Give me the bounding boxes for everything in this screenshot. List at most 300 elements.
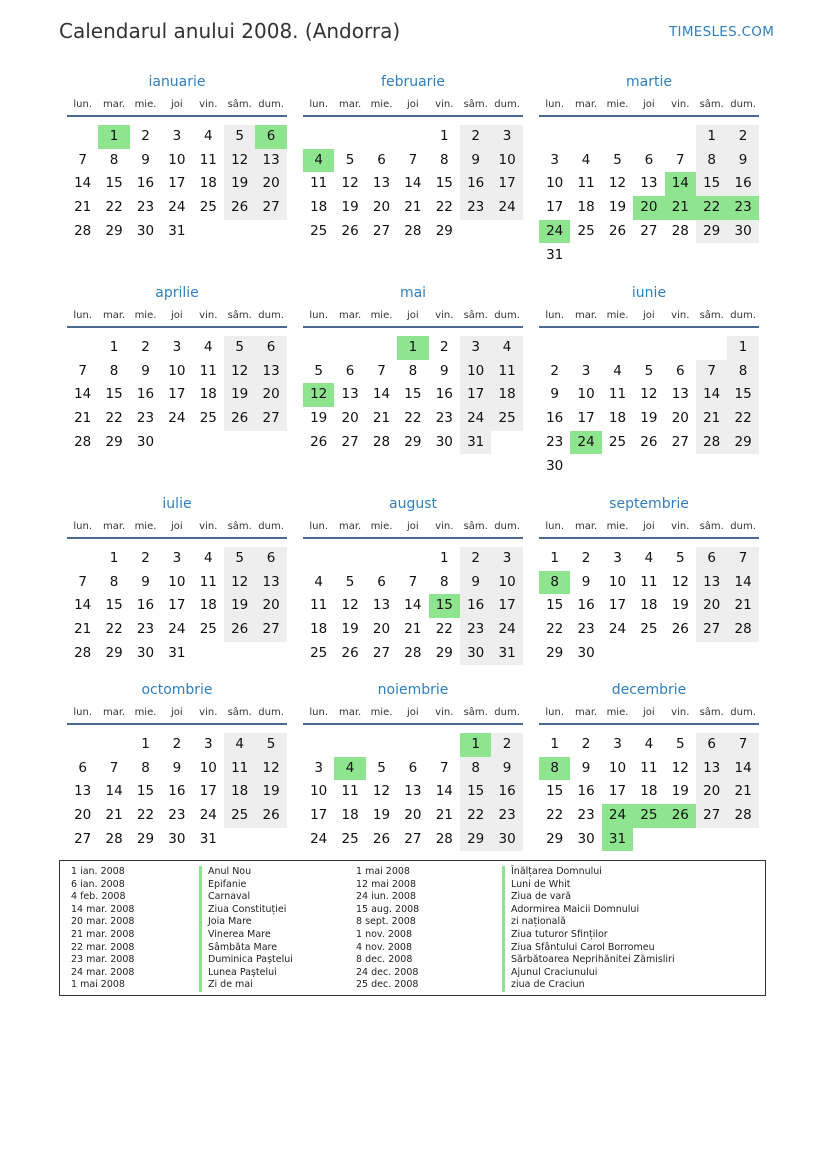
day-cell: 5 [377, 759, 386, 776]
day-cell: 21 [74, 410, 92, 427]
month-divider [539, 326, 759, 328]
day-cell: 16 [460, 172, 491, 196]
day-cell: 13 [372, 175, 391, 192]
legend-holiday-name: Sărbătoarea Neprihănitei Zămisliri [502, 954, 675, 967]
day-cell: 6 [78, 759, 87, 776]
day-cell: 14 [727, 757, 758, 781]
weekday-header: vin. [199, 521, 218, 532]
day-cell: 8 [439, 573, 449, 590]
weekday-header: mie. [370, 99, 393, 110]
weekday-header: joi [171, 521, 183, 532]
day-cell: 6 [696, 733, 727, 757]
day-cell: 7 [727, 733, 758, 757]
day-cell: 2 [141, 128, 150, 144]
legend-holiday-name: Înălțarea Domnului [502, 866, 675, 879]
day-cell: 28 [74, 644, 92, 661]
day-cell: 6 [696, 547, 727, 571]
day-cell: 10 [491, 571, 522, 595]
month-name: august [389, 496, 437, 512]
month-divider [67, 326, 287, 328]
day-cell: 1 [696, 125, 727, 149]
day-cell: 15 [546, 597, 564, 614]
day-cell: 19 [640, 410, 658, 427]
legend-holiday-name: Ziua de vară [502, 891, 675, 904]
day-cell: 20 [255, 383, 286, 407]
day-cell: 16 [168, 783, 186, 800]
day-cell: 8 [439, 151, 449, 168]
month-name: februarie [381, 74, 445, 90]
day-cell: 18 [310, 621, 328, 638]
holiday-day-cell: 6 [255, 125, 286, 149]
day-cell: 5 [613, 151, 622, 168]
month-divider [67, 723, 287, 725]
weekday-header: joi [407, 310, 419, 321]
day-cell: 5 [345, 151, 355, 168]
weekday-header: dum. [494, 99, 520, 110]
legend-holiday-name: Ziua Constituției [199, 904, 293, 917]
brand-link[interactable]: TIMESLES.COM [669, 24, 775, 40]
day-cell: 7 [408, 151, 418, 168]
day-cell: 5 [314, 362, 323, 379]
month-name: mai [399, 285, 427, 301]
day-cell: 23 [136, 410, 155, 427]
day-cell: 26 [310, 433, 328, 450]
legend-date: 6 ian. 2008 [71, 878, 125, 890]
weekday-header: dum. [730, 707, 756, 718]
day-cell: 2 [439, 339, 449, 355]
day-cell: 7 [78, 362, 87, 379]
day-cell: 23 [168, 807, 186, 824]
weekday-header: sâm. [227, 99, 252, 110]
day-cell: 11 [608, 386, 627, 403]
legend-names-column-1 [199, 866, 293, 992]
day-cell: 17 [546, 199, 564, 216]
day-cell: 29 [696, 220, 727, 244]
day-cell: 28 [404, 222, 422, 239]
day-cell: 28 [404, 644, 422, 661]
day-cell: 22 [435, 199, 453, 216]
day-cell: 17 [577, 410, 595, 427]
day-cell: 29 [546, 644, 564, 661]
legend-names-column-2 [502, 866, 675, 992]
weekday-header: mar. [338, 310, 362, 321]
day-cell: 14 [404, 597, 422, 614]
day-cell: 4 [613, 362, 622, 379]
day-cell: 20 [372, 199, 391, 216]
month-name: aprilie [155, 285, 199, 301]
day-cell: 8 [109, 362, 119, 379]
legend-holiday-name: Epifanie [199, 879, 293, 892]
weekday-header: sâm. [463, 707, 488, 718]
day-cell: 24 [460, 407, 491, 431]
day-cell: 6 [345, 362, 355, 379]
day-cell: 29 [105, 433, 123, 450]
day-cell: 16 [491, 780, 522, 804]
holiday-day-cell: 20 [633, 196, 664, 220]
month-divider [303, 326, 523, 328]
day-cell: 9 [581, 573, 591, 590]
day-cell: 17 [168, 597, 186, 614]
day-cell: 14 [435, 783, 453, 800]
day-cell: 3 [460, 336, 491, 360]
day-cell: 23 [136, 199, 155, 216]
holiday-day-cell: 25 [633, 804, 664, 828]
day-cell: 27 [696, 618, 727, 642]
day-cell: 30 [546, 457, 564, 474]
day-cell: 11 [577, 175, 595, 192]
day-cell: 21 [727, 594, 758, 618]
day-cell: 25 [310, 644, 328, 661]
day-cell: 10 [168, 151, 186, 168]
day-cell: 18 [640, 783, 658, 800]
day-cell: 20 [404, 807, 422, 824]
weekday-header: dum. [494, 707, 520, 718]
day-cell: 18 [224, 780, 255, 804]
day-cell: 12 [224, 360, 255, 384]
month-divider [303, 537, 523, 539]
day-cell: 31 [199, 830, 217, 847]
day-cell: 27 [372, 222, 391, 239]
weekday-header: vin. [199, 310, 218, 321]
month-divider [303, 115, 523, 117]
day-cell: 10 [168, 362, 186, 379]
day-cell: 2 [460, 547, 491, 571]
day-cell: 11 [224, 757, 255, 781]
legend-date: 8 sept. 2008 [356, 916, 416, 928]
weekday-header: sâm. [699, 310, 724, 321]
day-cell: 1 [550, 736, 559, 752]
day-cell: 14 [404, 175, 422, 192]
day-cell: 26 [255, 804, 286, 828]
day-cell: 15 [105, 597, 123, 614]
weekday-header: lun. [309, 707, 329, 718]
day-cell: 16 [460, 594, 491, 618]
day-cell: 9 [550, 386, 559, 403]
day-cell: 22 [546, 807, 564, 824]
day-cell: 19 [224, 172, 255, 196]
day-cell: 23 [577, 807, 595, 824]
day-cell: 4 [203, 550, 213, 566]
day-cell: 12 [255, 757, 286, 781]
holiday-day-cell: 1 [460, 733, 491, 757]
day-cell: 20 [74, 807, 92, 824]
weekday-header: joi [643, 99, 655, 110]
day-cell: 7 [78, 573, 87, 590]
day-cell: 31 [491, 642, 522, 666]
day-cell: 24 [608, 621, 627, 638]
day-cell: 23 [460, 196, 491, 220]
weekday-header: joi [643, 310, 655, 321]
weekday-header: mie. [134, 707, 157, 718]
month-divider [67, 537, 287, 539]
day-cell: 30 [460, 642, 491, 666]
day-cell: 10 [199, 759, 217, 776]
month-name: noiembrie [377, 682, 449, 698]
month-divider [67, 115, 287, 117]
day-cell: 19 [224, 594, 255, 618]
day-cell: 12 [671, 759, 689, 776]
day-cell: 26 [608, 222, 627, 239]
day-cell: 2 [727, 125, 758, 149]
weekday-header: vin. [199, 707, 218, 718]
day-cell: 22 [136, 807, 155, 824]
holiday-day-cell: 4 [303, 149, 334, 173]
day-cell: 10 [577, 386, 595, 403]
day-cell: 18 [577, 199, 595, 216]
day-cell: 28 [671, 222, 689, 239]
day-cell: 4 [203, 128, 213, 144]
weekday-header: mie. [370, 521, 393, 532]
day-cell: 16 [577, 597, 595, 614]
day-cell: 30 [136, 222, 155, 239]
day-cell: 16 [727, 172, 758, 196]
day-cell: 1 [727, 336, 758, 360]
day-cell: 1 [141, 736, 150, 752]
day-cell: 10 [310, 783, 328, 800]
day-cell: 20 [372, 621, 391, 638]
legend-dates-column-1 [71, 866, 134, 992]
day-cell: 4 [314, 573, 323, 590]
day-cell: 23 [491, 804, 522, 828]
day-cell: 22 [460, 804, 491, 828]
day-cell: 31 [168, 222, 186, 239]
day-cell: 22 [727, 407, 758, 431]
legend-date: 1 mai 2008 [356, 866, 410, 877]
holiday-day-cell: 23 [727, 196, 758, 220]
day-cell: 23 [460, 618, 491, 642]
day-cell: 27 [341, 433, 359, 450]
day-cell: 8 [109, 151, 119, 168]
day-cell: 26 [341, 222, 359, 239]
day-cell: 28 [74, 222, 92, 239]
day-cell: 9 [491, 757, 522, 781]
holiday-day-cell: 14 [665, 172, 696, 196]
day-cell: 12 [640, 386, 658, 403]
day-cell: 24 [310, 830, 328, 847]
weekday-header: joi [171, 99, 183, 110]
weekday-header: sâm. [463, 521, 488, 532]
day-cell: 14 [696, 383, 727, 407]
month-name: iunie [631, 285, 667, 301]
day-cell: 28 [105, 830, 123, 847]
day-cell: 13 [404, 783, 422, 800]
weekday-header: lun. [73, 99, 93, 110]
day-cell: 20 [696, 780, 727, 804]
legend-date: 24 mar. 2008 [71, 966, 135, 978]
weekday-header: mar. [102, 310, 126, 321]
day-cell: 26 [224, 196, 255, 220]
day-cell: 13 [255, 360, 286, 384]
day-cell: 8 [141, 759, 150, 776]
day-cell: 4 [491, 336, 522, 360]
day-cell: 6 [377, 573, 386, 590]
day-cell: 7 [727, 547, 758, 571]
day-cell: 26 [224, 618, 255, 642]
month-name: septembrie [609, 496, 689, 512]
day-cell: 21 [105, 807, 123, 824]
day-cell: 6 [255, 336, 286, 360]
day-cell: 15 [546, 783, 564, 800]
day-cell: 25 [199, 410, 217, 427]
day-cell: 25 [199, 199, 217, 216]
day-cell: 11 [199, 151, 217, 168]
weekday-header: dum. [730, 99, 756, 110]
day-cell: 7 [696, 360, 727, 384]
month-divider [539, 537, 759, 539]
legend-holiday-name: Joia Mare [199, 916, 293, 929]
weekday-header: vin. [671, 707, 690, 718]
holiday-day-cell: 8 [539, 757, 570, 781]
day-cell: 15 [460, 780, 491, 804]
day-cell: 21 [372, 410, 391, 427]
day-cell: 25 [199, 621, 217, 638]
day-cell: 11 [199, 362, 217, 379]
day-cell: 9 [460, 149, 491, 173]
day-cell: 2 [491, 733, 522, 757]
day-cell: 12 [341, 175, 359, 192]
day-cell: 3 [581, 362, 591, 379]
day-cell: 5 [345, 573, 355, 590]
day-cell: 1 [109, 339, 119, 355]
day-cell: 4 [581, 151, 591, 168]
day-cell: 3 [491, 125, 522, 149]
day-cell: 13 [696, 571, 727, 595]
day-cell: 10 [546, 175, 564, 192]
day-cell: 17 [168, 175, 186, 192]
weekday-header: mar. [574, 707, 598, 718]
day-cell: 18 [199, 175, 217, 192]
day-cell: 22 [404, 410, 422, 427]
day-cell: 3 [613, 736, 622, 752]
day-cell: 7 [377, 362, 386, 379]
day-cell: 17 [608, 597, 627, 614]
day-cell: 15 [696, 172, 727, 196]
day-cell: 17 [460, 383, 491, 407]
day-cell: 5 [224, 547, 255, 571]
legend-holiday-name: Anul Nou [199, 866, 293, 879]
day-cell: 10 [608, 573, 627, 590]
day-cell: 30 [435, 433, 453, 450]
weekday-header: lun. [545, 521, 565, 532]
day-cell: 6 [644, 151, 654, 168]
day-cell: 14 [74, 386, 92, 403]
weekday-header: mie. [370, 310, 393, 321]
month-name: octombrie [141, 682, 213, 698]
day-cell: 30 [577, 644, 595, 661]
day-cell: 11 [341, 783, 359, 800]
weekday-header: sâm. [699, 99, 724, 110]
day-cell: 26 [224, 407, 255, 431]
legend-date: 22 mar. 2008 [71, 941, 135, 953]
month-divider [539, 115, 759, 117]
day-cell: 28 [727, 804, 758, 828]
day-cell: 28 [727, 618, 758, 642]
day-cell: 27 [372, 644, 391, 661]
day-cell: 5 [224, 336, 255, 360]
day-cell: 18 [491, 383, 522, 407]
day-cell: 23 [136, 621, 155, 638]
weekday-header: lun. [545, 310, 565, 321]
day-cell: 2 [172, 736, 182, 752]
day-cell: 24 [491, 196, 522, 220]
day-cell: 5 [255, 733, 286, 757]
day-cell: 26 [640, 433, 658, 450]
month-name: ianuarie [148, 74, 206, 90]
day-cell: 11 [310, 597, 328, 614]
day-cell: 9 [581, 759, 591, 776]
day-cell: 27 [255, 618, 286, 642]
weekday-header: lun. [73, 707, 93, 718]
legend-date: 21 mar. 2008 [71, 928, 135, 940]
day-cell: 25 [341, 830, 359, 847]
weekday-header: mie. [606, 310, 629, 321]
day-cell: 29 [435, 644, 453, 661]
day-cell: 30 [491, 828, 522, 852]
weekday-header: mie. [370, 707, 393, 718]
day-cell: 29 [404, 433, 422, 450]
day-cell: 17 [310, 807, 328, 824]
day-cell: 7 [109, 759, 119, 776]
day-cell: 8 [696, 149, 727, 173]
day-cell: 21 [74, 621, 92, 638]
legend-date: 1 nov. 2008 [356, 928, 412, 940]
day-cell: 31 [546, 246, 564, 263]
day-cell: 7 [439, 759, 449, 776]
holiday-legend [59, 860, 766, 996]
day-cell: 21 [74, 199, 92, 216]
day-cell: 3 [314, 759, 323, 776]
day-cell: 26 [341, 644, 359, 661]
day-cell: 10 [168, 573, 186, 590]
legend-dates-column-2 [356, 866, 419, 992]
day-cell: 7 [78, 151, 87, 168]
holiday-day-cell: 12 [303, 383, 334, 407]
day-cell: 27 [255, 196, 286, 220]
weekday-header: joi [643, 521, 655, 532]
day-cell: 15 [136, 783, 155, 800]
day-cell: 25 [577, 222, 595, 239]
day-cell: 22 [105, 410, 123, 427]
day-cell: 25 [491, 407, 522, 431]
weekday-header: dum. [258, 310, 284, 321]
day-cell: 20 [255, 594, 286, 618]
day-cell: 27 [74, 830, 92, 847]
day-cell: 6 [255, 547, 286, 571]
day-cell: 1 [439, 550, 449, 566]
legend-date: 24 dec. 2008 [356, 966, 419, 978]
weekday-header: sâm. [699, 521, 724, 532]
holiday-day-cell: 1 [98, 125, 129, 149]
weekday-header: vin. [671, 99, 690, 110]
holiday-day-cell: 31 [602, 828, 633, 852]
weekday-header: mar. [338, 521, 362, 532]
day-cell: 21 [435, 807, 453, 824]
day-cell: 14 [372, 386, 391, 403]
day-cell: 9 [141, 573, 150, 590]
day-cell: 30 [136, 644, 155, 661]
weekday-header: sâm. [463, 310, 488, 321]
weekday-header: mar. [102, 521, 126, 532]
day-cell: 21 [727, 780, 758, 804]
day-cell: 5 [644, 362, 654, 379]
day-cell: 15 [727, 383, 758, 407]
weekday-header: joi [171, 310, 183, 321]
day-cell: 19 [372, 807, 391, 824]
legend-holiday-name: Ziua Sfântului Carol Borromeu [502, 942, 675, 955]
legend-holiday-name: Duminica Paștelui [199, 954, 293, 967]
day-cell: 21 [696, 407, 727, 431]
legend-holiday-name: Zi de mai [199, 979, 293, 992]
